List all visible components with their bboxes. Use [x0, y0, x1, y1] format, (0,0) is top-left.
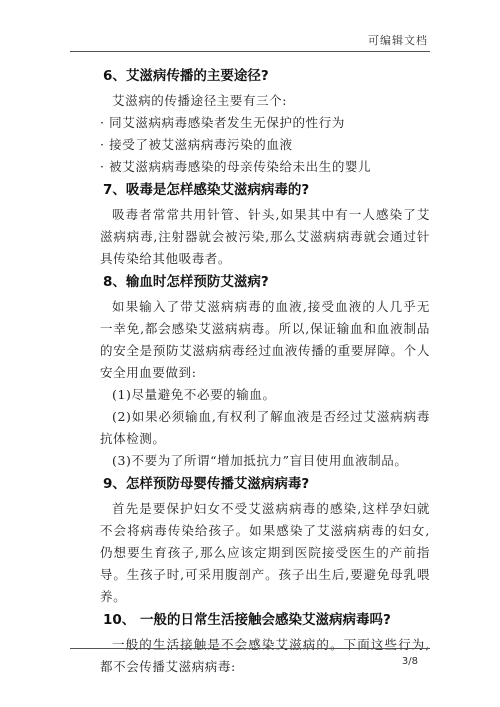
- section-10: [100, 611, 430, 678]
- document-body: [100, 64, 430, 678]
- section-8: [100, 273, 430, 472]
- list-item: · 同艾滋病病毒感染者发生无保护的性行为: [100, 115, 345, 130]
- list-item: · 被艾滋病病毒感染的母亲传染给未出生的婴儿: [100, 159, 372, 174]
- section-7: [100, 181, 430, 270]
- paragraph: 如果输入了带艾滋病病毒的血液,接受血液的人几乎无一幸免,都会感染艾滋病病毒。所以,保证输血和血液制品的安全是预防艾滋病病毒经过血液传播的重要屏障。个人安全用血要做到:: [100, 299, 430, 380]
- paragraph: (2)如果必须输血,有权利了解血液是否经过艾滋病病毒抗体检测。: [100, 409, 430, 446]
- section-intro: 艾滋病的传播途径主要有三个:: [112, 93, 288, 108]
- paragraph: (1)尽量避免不必要的输血。: [112, 387, 276, 402]
- section-heading: 6、艾滋病传播的主要途径?: [103, 68, 269, 84]
- header-divider: [70, 51, 430, 52]
- paragraph: (3)不要为了所谓“增加抵抗力”盲目使用血液制品。: [112, 453, 408, 468]
- section-9: [100, 475, 430, 608]
- page-number: 3/8: [401, 656, 418, 667]
- paragraph: 首先是要保护妇女不受艾滋病病毒的感染,这样孕妇就不会将病毒传染给孩子。如果感染了艾滋病病毒的妇女,仍想要生育孩子,那么应该定期到医院接受医生的产前指导。生孩子时,可采用腹剖产。孩子出生后,要避免母乳喂养。: [100, 501, 430, 604]
- section-heading: 7、吸毒是怎样感染艾滋病病毒的?: [103, 182, 310, 198]
- section-heading: 10、 一般的日常生活接触会感染艾滋病病毒吗?: [103, 612, 391, 628]
- section-6: [100, 67, 430, 178]
- list-item: · 接受了被艾滋病病毒污染的血液: [100, 137, 293, 152]
- footer-divider: [70, 648, 430, 649]
- document-label: 可编辑文档: [368, 34, 428, 47]
- section-heading: 8、输血时怎样预防艾滋病?: [103, 274, 269, 290]
- paragraph: 一般的生活接触是不会感染艾滋病的。下面这些行为,都不会传播艾滋病病毒:: [100, 637, 430, 674]
- paragraph: 吸毒者常常共用针管、针头,如果其中有一人感染了艾滋病病毒,注射器就会被污染,那么艾滋病病毒就会通过针具传染给其他吸毒者。: [100, 207, 430, 266]
- section-heading: 9、怎样预防母婴传播艾滋病病毒?: [103, 476, 310, 492]
